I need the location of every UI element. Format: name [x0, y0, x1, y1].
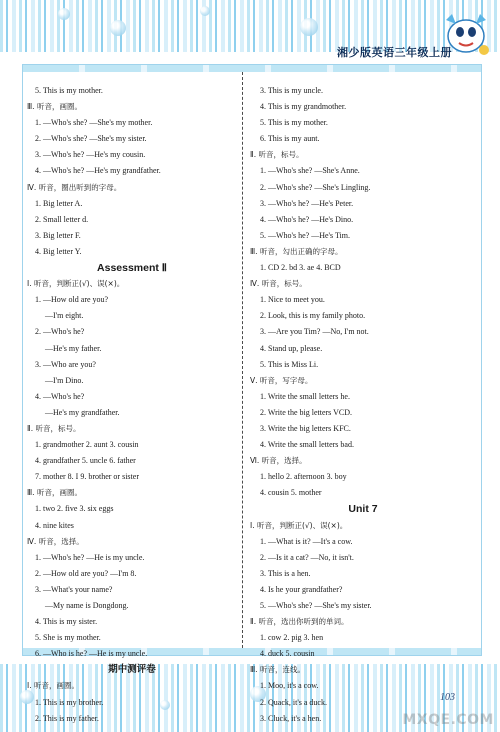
text-line: 2. This is my father.: [35, 713, 99, 723]
text-line: 3. —Who's he? —He's my cousin.: [35, 150, 146, 160]
text-line: 2. —How old are you? —I'm 8.: [35, 568, 137, 578]
text-line: 1. Big letter A.: [35, 198, 83, 208]
text-line: 5. —Who's she? —She's my sister.: [260, 601, 372, 610]
text-line: 1. Nice to meet you.: [260, 295, 325, 305]
text-line: Ⅱ. 听音，选出你听到的单词。: [250, 617, 349, 627]
text-line: Ⅵ. 听音，选择。: [250, 456, 307, 466]
text-line: 4. This is my grandmother.: [260, 102, 347, 112]
text-line: 6. This is my aunt.: [260, 134, 320, 144]
book-title: 湘少版英语三年级上册: [337, 46, 452, 59]
text-line: 4. Is he your grandfather?: [260, 584, 343, 594]
text-line: 1. —Who's he? —He is my uncle.: [35, 552, 145, 562]
bubble-decoration: [110, 20, 126, 36]
text-line: Ⅴ. 听音，写字母。: [250, 375, 313, 385]
text-line: 2. —Who's she? —She's Lingling.: [260, 182, 371, 192]
right-column: [250, 83, 476, 727]
text-line: —He's my father.: [45, 343, 102, 353]
text-line: 1. —Who's she? —She's my mother.: [35, 118, 153, 128]
text-line: 2. Write the big letters VCD.: [260, 407, 353, 417]
text-line: Ⅳ. 听音，选择。: [27, 536, 84, 546]
text-line: 3. —Who's he? —He's Peter.: [260, 198, 354, 208]
left-column: [27, 83, 237, 727]
text-line: 期中测评卷: [108, 664, 156, 676]
text-line: 1. hello 2. afternoon 3. boy: [260, 472, 347, 482]
text-line: Ⅱ. 听音，标号。: [250, 150, 304, 160]
top-band: [23, 65, 481, 72]
text-line: 4. cousin 5. mother: [260, 488, 322, 498]
text-line: 1. —Who's she? —She's Anne.: [260, 166, 360, 176]
text-line: —I'm Dino.: [45, 375, 84, 385]
text-line: 4. Big letter Y.: [35, 246, 82, 256]
text-line: 1. Write the small letters he.: [260, 391, 350, 401]
text-line: 5. She is my mother.: [35, 633, 101, 643]
text-line: 4. —Who's he? —He's Dino.: [260, 214, 354, 224]
text-line: 1. two 2. five 3. six eggs: [35, 504, 114, 514]
text-line: 2. —Who's she? —She's my sister.: [35, 134, 147, 144]
text-line: 3. Big letter F.: [35, 230, 81, 240]
text-line: —I'm eight.: [45, 311, 84, 321]
text-line: 4. Stand up, please.: [260, 343, 323, 353]
text-line: 1. —How old are you?: [35, 295, 109, 305]
text-line: 3. Write the big letters KFC.: [260, 423, 351, 433]
text-line: 4. nine kites: [35, 520, 74, 530]
text-line: Assessment Ⅱ: [97, 262, 167, 275]
text-line: 3. This is my uncle.: [260, 86, 323, 95]
text-line: 5. This is my mother.: [260, 118, 328, 128]
text-line: Ⅳ. 听音，标号。: [250, 279, 307, 289]
text-line: 4. This is my sister.: [35, 617, 98, 627]
text-line: 4. —Who's he?: [35, 391, 85, 401]
text-line: 3. Cluck, it's a hen.: [260, 713, 322, 723]
text-line: 4. duck 5. cousin: [260, 649, 315, 659]
bubble-decoration: [58, 8, 70, 20]
text-line: 3. —Who are you?: [35, 359, 96, 369]
text-line: Ⅰ. 听音，画圈。: [27, 681, 79, 691]
text-line: Ⅲ. 听音，勾出正确的字母。: [250, 246, 343, 256]
text-line: 4. —Who's he? —He's my grandfather.: [35, 166, 161, 176]
text-line: 2. —Who's he?: [35, 327, 85, 337]
text-line: 1. cow 2. pig 3. hen: [260, 633, 324, 643]
text-line: Ⅲ. 听音，连线。: [250, 665, 305, 675]
text-line: 1. CD 2. bd 3. ae 4. BCD: [260, 263, 341, 273]
text-line: —My name is Dongdong.: [45, 601, 129, 610]
bubble-decoration: [200, 6, 210, 16]
text-line: 5. This is Miss Li.: [260, 359, 319, 369]
text-line: 1. grandmother 2. aunt 3. cousin: [35, 440, 139, 450]
page-number: 103: [440, 692, 455, 703]
text-line: Ⅲ. 听音，画圈。: [27, 102, 82, 112]
text-line: 2. —Is it a cat? —No, it isn't.: [260, 552, 354, 562]
text-line: 1. Moo, it's a cow.: [260, 681, 319, 691]
text-line: 2. Quack, it's a duck.: [260, 697, 327, 707]
text-line: Ⅰ. 听音，判断正(√)、误(×)。: [250, 520, 348, 530]
column-divider: [242, 72, 243, 648]
text-line: 4. Write the small letters bad.: [260, 440, 354, 450]
text-line: 3. This is a hen.: [260, 568, 311, 578]
text-line: Ⅳ. 听音，圈出听到的字母。: [27, 182, 122, 192]
text-line: Unit 7: [348, 503, 378, 516]
text-line: Ⅰ. 听音，判断正(√)、误(×)。: [27, 279, 125, 289]
text-line: 2. Look, this is my family photo.: [260, 311, 366, 321]
text-line: 3. —Are you Tim? —No, I'm not.: [260, 327, 369, 337]
text-line: 5. —Who's he? —He's Tim.: [260, 230, 350, 240]
text-line: Ⅲ. 听音，画圈。: [27, 488, 82, 498]
text-line: 2. Small letter d.: [35, 214, 89, 224]
text-line: Ⅱ. 听音，标号。: [27, 423, 81, 433]
text-line: 3. —What's your name?: [35, 584, 113, 594]
text-line: 1. This is my brother.: [35, 697, 104, 707]
text-line: 7. mother 8. I 9. brother or sister: [35, 472, 139, 482]
bubble-decoration: [300, 18, 318, 36]
watermark: MXQE.COM: [402, 712, 494, 728]
text-line: 1. —What is it? —It's a cow.: [260, 536, 353, 546]
text-line: 6. —Who is he? —He is my uncle.: [35, 649, 148, 659]
text-line: 4. grandfather 5. uncle 6. father: [35, 456, 136, 466]
text-line: —He's my grandfather.: [45, 407, 120, 417]
text-line: 5. This is my mother.: [35, 86, 103, 95]
